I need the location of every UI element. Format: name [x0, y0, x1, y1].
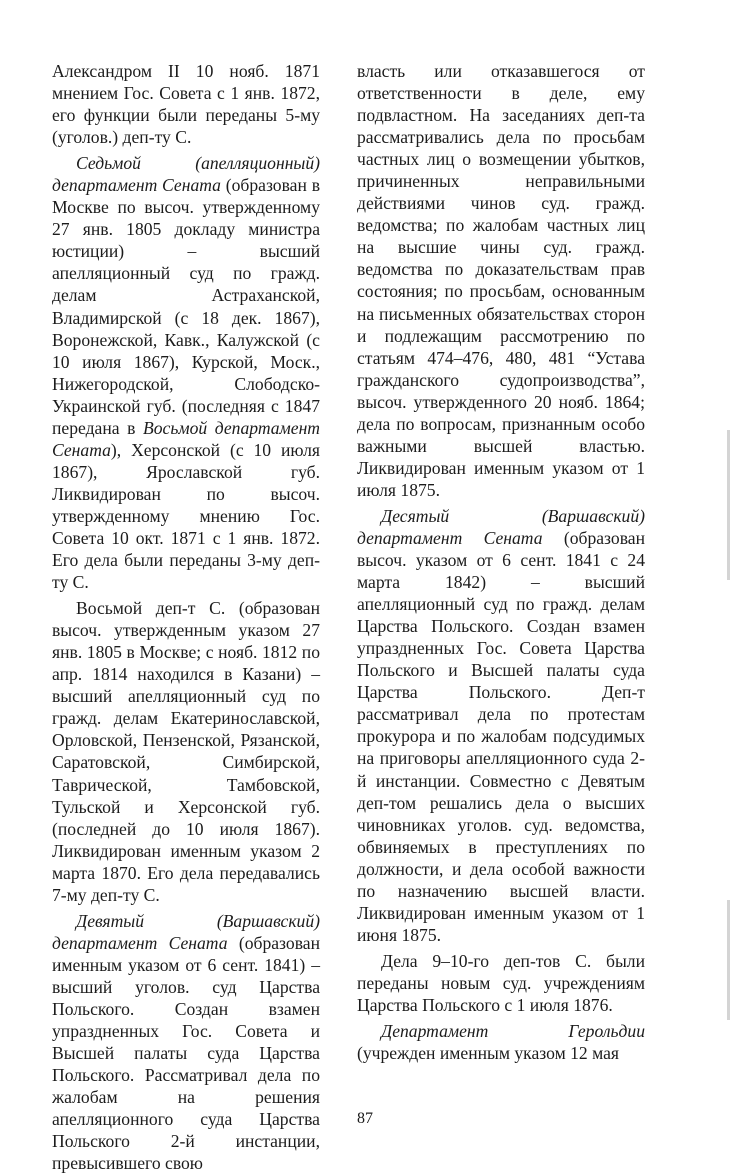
paragraph-text: ), Херсонской (с 10 июля 1867), Ярославской губ. Ликвидирован по высоч. утвержденному мнению Гос. Совета 10 окт. 1871 с 1 янв. 1872. Его дела были переданы 3-му деп-ту С.: [52, 439, 320, 593]
paragraph-eighth-department: Восьмой деп-т С. (образован высоч. утвержденным указом 27 янв. 1805 в Москве; с нояб. 1812 по апр. 1814 находился в Казани) – высший апелляционный суд по гражд. делам Екатеринославской, Орловской, Пензенской, Рязанской, Саратовской, Симбирской, Таврической, Тамбовской, Тульской и Херсонской губ. (последней до 10 июля 1867). Ликвидирован именным указом 2 марта 1870. Его дела передавались 7-му деп-ту С.: [52, 598, 320, 905]
paragraph-text: (образован в Москве по высоч. утвержденному 27 янв. 1805 докладу министра юстиции) – высший апелляционный суд по гражд. делам Астраханской, Владимирской (с 18 дек. 1867), Воронежской, Кавк., Калужской (с 10 июля 1867), Курской, Моск., Нижегородской, Слободско-Украинской губ. (последняя с 1847 передана в: [52, 175, 320, 438]
paragraph-ninth-department: [52, 910, 320, 1174]
paragraph-continuation: власть или отказавшегося от ответственности в деле, ему подвластном. На заседаниях деп-та рассматривались дела по просьбам частных лиц о возмещении убытков, причиненных неправильными действиями чинов суд. гражд. ведомства; по жалобам частных лиц на высшие чины суд. гражд. ведомства по доказательствам прав состояния; по просьбам, основанным на письменных обязательствах сторон и подлежащим рассмотрению по статьям 474–476, 480, 481 “Устава гражданского судопроизводства”, высоч. утвержденного 20 нояб. 1864; дела по вопросам, признанным особо важными высшей властью. Ликвидирован именным указом от 1 июля 1875.: [357, 61, 645, 500]
paragraph-text: (образован именным указом от 6 сент. 1841) – высший уголов. суд Царства Польского. Создан взамен упраздненных Гос. Совета и Высшей палаты суда Царства Польского. Рассматривал дела по жалобам на решения апелляционного суда Царства Польского 2-й инстанции, превысившего свою: [52, 932, 320, 1174]
left-text-column: [52, 60, 320, 1174]
department-title: Девятый (Варшавский) департамент Сената: [52, 910, 320, 953]
paragraph-text: (учрежден именным указом 12 мая: [357, 1043, 620, 1064]
paragraph-continuation: Александром II 10 нояб. 1871 мнением Гос. Совета с 1 янв. 1872, его функции были переданы 5-му (уголов.) деп-ту С.: [52, 61, 320, 148]
right-text-column: [357, 60, 645, 1064]
paragraph-transfer-note: Дела 9–10-го деп-тов С. были переданы новым суд. учреждениям Царства Польского с 1 июля 1876.: [357, 950, 645, 1015]
paragraph-seventh-department: [52, 152, 320, 593]
department-title: Седьмой (апелляционный) департамент Сената: [52, 153, 320, 196]
department-title: Десятый (Варшавский) департамент Сената: [357, 505, 645, 548]
page-number: 87: [357, 1110, 373, 1127]
paragraph-tenth-department: [357, 505, 645, 946]
paragraph-text: (образован высоч. указом от 6 сент. 1841 с 24 марта 1842) – высший апелляционный суд по гражд. делам Царства Польского. Создан взамен упраздненных Гос. Совета Царства Польского и Высшей палаты суда Царства Польского. Деп-т рассматривал дела по протестам прокурора и по жалобам подсудимых на приговоры апелляционного суда 2-й инстанции. Совместно с Девятым деп-том решались дела о высших чиновниках уголов. суд. ведомства, обвиняемых в преступлениях по должности, и дела особой важности по назначению высшей власти. Ликвидирован именным указом от 1 июня 1875.: [357, 527, 645, 945]
department-title: Департамент Герольдии: [381, 1021, 645, 1042]
paragraph-heraldry-department: [357, 1020, 645, 1064]
cross-reference: Восьмой департамент Сената: [52, 417, 321, 460]
